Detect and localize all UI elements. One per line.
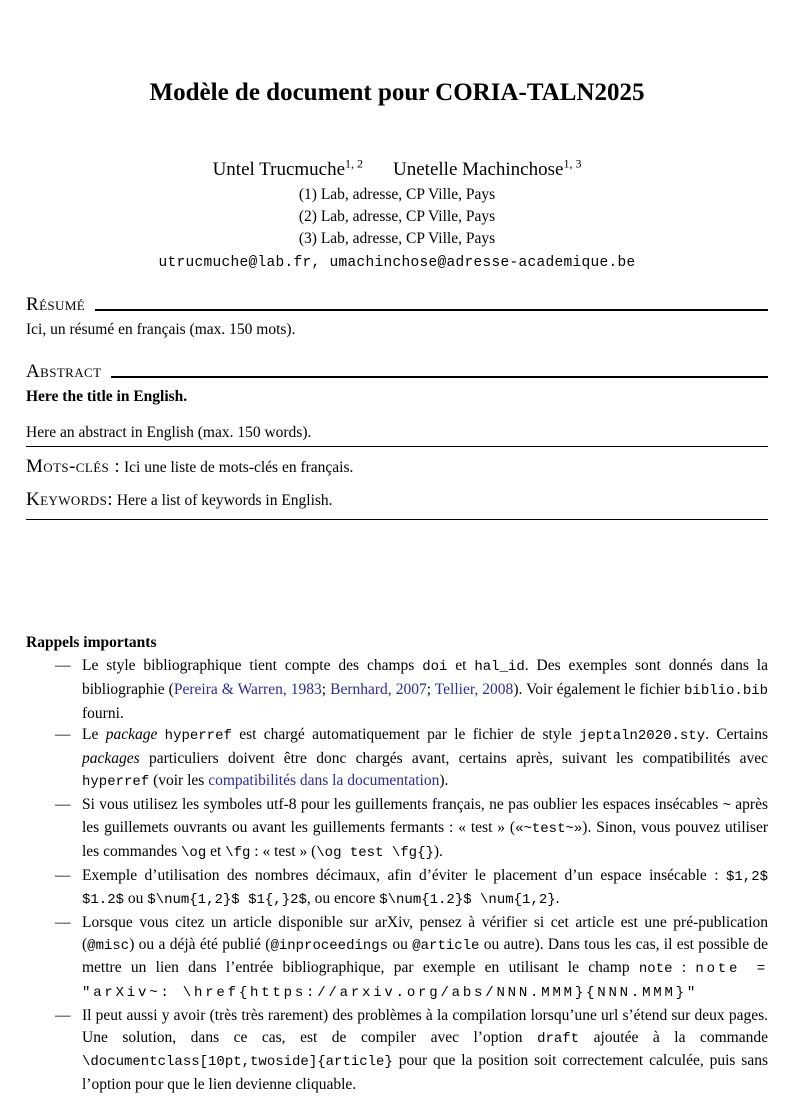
text-segment: jeptaln2020.sty bbox=[579, 728, 706, 745]
text-segment: particuliers doivent être donc chargés avant, certains après, suivant les compatibilités avec bbox=[139, 750, 768, 768]
author-1-name: Untel Trucmuche bbox=[212, 159, 346, 181]
affiliations-block bbox=[26, 184, 768, 250]
text-segment: packages bbox=[82, 750, 140, 768]
text-segment: $\num{1.2}$ \num{1,2} bbox=[379, 892, 556, 909]
text-segment: , ou encore bbox=[306, 890, 380, 908]
text-segment: $1,2$ $1.2$ bbox=[82, 868, 768, 909]
list-item bbox=[55, 1005, 768, 1096]
list-item bbox=[55, 865, 768, 912]
resume-label: Résumé bbox=[26, 294, 86, 316]
text-segment: \fg bbox=[225, 844, 251, 861]
text-segment: \og bbox=[181, 844, 207, 861]
list-item bbox=[55, 912, 769, 1005]
bullet-dash: — bbox=[55, 1006, 71, 1024]
text-segment: draft bbox=[537, 1030, 580, 1047]
text-segment: après les guillemets ouvrants ou avant les guillements fermants : « test » ( bbox=[82, 795, 769, 837]
text-segment: @misc bbox=[87, 937, 130, 954]
reminders-heading: Rappels importants bbox=[26, 634, 157, 652]
text-segment: $\num{1,2}$ $1{,}2$ bbox=[147, 892, 307, 909]
text-segment: hyperref bbox=[82, 773, 150, 790]
text-segment: et bbox=[206, 842, 226, 860]
list-item bbox=[55, 724, 768, 793]
author-1 bbox=[213, 159, 363, 180]
english-title: Here the title in English. bbox=[26, 388, 188, 406]
text-segment: : bbox=[672, 959, 696, 977]
text-segment: Le style bibliographique tient compte des champs bbox=[82, 657, 423, 675]
text-segment: Lorsque vous citez un article disponible sur arXiv, pensez à vérifier si cet article est une pré-publication ( bbox=[82, 914, 768, 953]
list-item bbox=[55, 655, 769, 724]
list-item-text bbox=[82, 914, 768, 1000]
keywords-line bbox=[26, 489, 768, 520]
inline-link[interactable]: Tellier, 2008 bbox=[434, 681, 514, 699]
abstract-text: Here an abstract in English (max. 150 words). bbox=[26, 422, 768, 447]
text-segment: Exemple d’utilisation des nombres décimaux, afin d’éviter le placement d’un espace insécable : bbox=[82, 866, 726, 884]
bullet-dash: — bbox=[55, 726, 71, 744]
page-title: Modèle de document pour CORIA-TALN2025 bbox=[149, 79, 645, 106]
text-segment: «~test~» bbox=[515, 821, 583, 838]
list-item-text bbox=[82, 726, 768, 788]
inline-link[interactable]: Bernhard, 2007 bbox=[330, 681, 427, 699]
text-segment: ; bbox=[426, 681, 435, 699]
text-segment: note bbox=[638, 961, 673, 978]
resume-section-head bbox=[26, 294, 768, 316]
bullet-dash: — bbox=[55, 866, 71, 884]
text-segment: . bbox=[555, 890, 560, 908]
text-segment bbox=[157, 726, 164, 743]
text-segment: ). bbox=[439, 771, 449, 789]
text-segment: biblio.bib bbox=[684, 683, 769, 700]
text-segment: fourni. bbox=[82, 704, 124, 722]
text-segment: et bbox=[447, 657, 475, 675]
text-segment: ajoutée à la commande bbox=[579, 1028, 768, 1046]
resume-rule bbox=[95, 309, 768, 311]
list-item-text bbox=[82, 796, 768, 860]
text-segment: pour que la position soit correctement calculée, puis sans l’option pour que le lien devienne cliquable. bbox=[82, 1052, 768, 1093]
author-2-affiliation-marks: 1, 3 bbox=[563, 157, 582, 171]
text-segment: ou autre). Dans tous les cas, il est possible de mettre un lien dans l’entrée bibliographique, par exemple en utilisant le champ bbox=[82, 935, 769, 977]
bullet-dash: — bbox=[55, 795, 71, 813]
affiliation-3: (3) Lab, adresse, CP Ville, Pays bbox=[298, 230, 496, 248]
list-item bbox=[55, 794, 769, 865]
text-segment: \documentclass[10pt,twoside]{article} bbox=[82, 1054, 393, 1071]
inline-link[interactable]: Pereira & Warren, 1983 bbox=[173, 681, 322, 699]
list-item-text bbox=[82, 657, 768, 721]
text-segment: Il peut aussi y avoir (très très rarement) des problèmes à la compilation lorsqu’une url s’étend sur deux pages. Une solution, dans ce cas, est de compiler avec l’option bbox=[82, 1006, 768, 1046]
abstract-rule bbox=[111, 376, 768, 378]
text-segment: ; bbox=[321, 681, 331, 699]
text-segment: hal_id bbox=[474, 659, 525, 676]
list-item-text bbox=[82, 867, 768, 908]
text-segment: ~ bbox=[722, 797, 731, 814]
affiliation-2: (2) Lab, adresse, CP Ville, Pays bbox=[298, 208, 496, 226]
motscles-line bbox=[26, 456, 768, 479]
bullet-dash: — bbox=[55, 657, 71, 675]
text-segment: ) ou a déjà été publié ( bbox=[129, 935, 271, 953]
motscles-label: Mots-clés : bbox=[26, 456, 120, 478]
text-segment: Si vous utilisez les symboles utf-8 pour les guillements français, ne pas oublier les espaces insécables bbox=[82, 795, 723, 813]
motscles-text: Ici une liste de mots-clés en français. bbox=[124, 459, 354, 477]
text-segment: ). Voir également le fichier bbox=[513, 681, 685, 699]
text-segment: ). Sinon, vous pouvez utiliser les commandes bbox=[82, 819, 768, 860]
text-segment: package bbox=[105, 726, 158, 744]
text-segment: est chargé automatiquement par le fichier de style bbox=[231, 726, 580, 744]
text-segment: @inproceedings bbox=[270, 937, 389, 954]
inline-link[interactable]: compatibilités dans la documentation bbox=[208, 771, 440, 789]
text-segment: (voir les bbox=[149, 771, 209, 789]
author-emails: utrucmuche@lab.fr, umachinchose@adresse-academique.be bbox=[158, 255, 636, 272]
bullet-dash: — bbox=[55, 914, 71, 932]
abstract-label: Abstract bbox=[26, 361, 102, 383]
author-2 bbox=[393, 159, 581, 180]
authors-line bbox=[26, 152, 768, 182]
author-2-name: Unetelle Machinchose bbox=[393, 159, 564, 181]
author-1-affiliation-marks: 1, 2 bbox=[345, 157, 364, 171]
abstract-section-head bbox=[26, 361, 768, 383]
text-segment: ou bbox=[124, 890, 148, 908]
keywords-text: Here a list of keywords in English. bbox=[116, 492, 333, 510]
keywords-label: Keywords: bbox=[26, 489, 113, 511]
text-segment: Le bbox=[82, 726, 106, 744]
reminders-list bbox=[26, 655, 768, 1095]
text-segment: . Certains bbox=[705, 726, 768, 744]
text-segment: note = "arXiv~: \href{https://arxiv.org/abs/NNN.MMM}{NNN.MMM}" bbox=[82, 961, 768, 1002]
affiliation-1: (1) Lab, adresse, CP Ville, Pays bbox=[298, 186, 496, 204]
text-segment: : « test » ( bbox=[250, 842, 317, 860]
text-segment: ). bbox=[433, 842, 443, 860]
text-segment: . Des exemples sont donnés dans la bibliographie ( bbox=[82, 657, 768, 699]
text-segment: ou bbox=[388, 935, 413, 953]
text-segment: doi bbox=[422, 659, 448, 676]
list-item-text bbox=[82, 1007, 768, 1093]
text-segment: \og test \fg{} bbox=[316, 844, 434, 861]
text-segment: hyperref bbox=[164, 728, 232, 745]
text-segment: @article bbox=[412, 937, 480, 954]
resume-text: Ici, un résumé en français (max. 150 mots). bbox=[26, 321, 296, 339]
